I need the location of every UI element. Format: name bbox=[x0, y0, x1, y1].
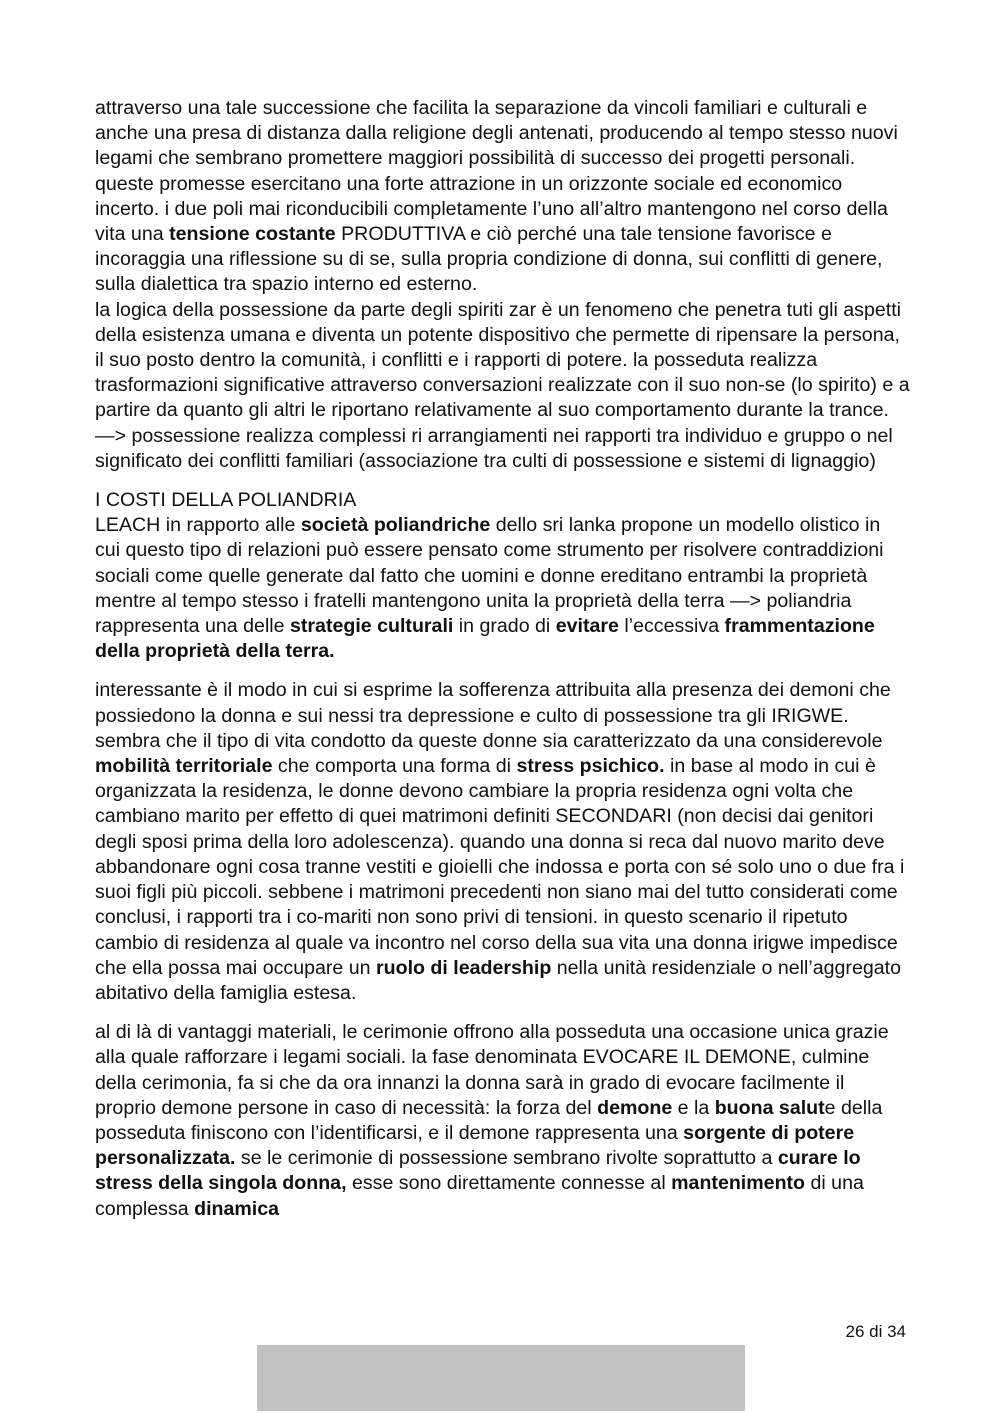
paragraph-4 bbox=[95, 678, 910, 1006]
paragraph-text: al di là di vantaggi materiali, le cerimonie offrono alla posseduta una occasione unica grazie alla quale rafforzare i legami sociali. la fase denominata EVOCARE IL DEMONE, culmine della cerimonia, fa si che da ora innanzi la donna sarà in grado di evocare facilmente il proprio demone persone in caso di necessità: la forza del bbox=[95, 1021, 889, 1119]
paragraph-text: LEACH in rapporto alle bbox=[95, 514, 301, 537]
paragraph-text: attraverso una tale successione che facilita la separazione da vincoli familiari e culturali e anche una presa di distanza dalla religione degli antenati, producendo al tempo stesso nuovi legami che sembrano promettere maggiori possibilità di successo dei progetti personali. queste promesse esercitano una forte attrazione in un orizzonte sociale ed economico incerto. i due poli mai riconducibili completamente l’uno all’altro mantengono nel corso della vita una bbox=[95, 97, 898, 246]
paragraph-text: che comporta una forma di bbox=[272, 755, 517, 778]
page-number: 26 di 34 bbox=[845, 1322, 906, 1341]
paragraph-1 bbox=[95, 96, 910, 298]
bold-text: curare lo stress della singola donna, bbox=[95, 1147, 861, 1195]
bold-text: sorgente di potere personalizzata. bbox=[95, 1121, 855, 1170]
paragraph-text: interessante è il modo in cui si esprime la sofferenza attribuita alla presenza dei demoni che possiedono la donna e sui nessi tra depressione e culto di possessione tra gli IRIGWE. sembra che il tipo di vita condotto da queste donne sia caratterizzato da una considerevole bbox=[95, 679, 891, 752]
paragraph-text: PRODUTTIVA e ciò perché una tale tensione favorisce e incoraggia una riflessione su di se, sulla propria condizione di donna, sui conflitti di genere, sulla dialettica tra spazio interno ed esterno. bbox=[95, 223, 883, 296]
footer-bar bbox=[257, 1345, 745, 1411]
bold-text: evitare bbox=[555, 615, 619, 638]
bold-text: ruolo di leadership bbox=[376, 956, 552, 979]
paragraph-text: dello sri lanka propone un modello olistico in cui questo tipo di relazioni può essere pensato come strumento per risolvere contraddizioni sociali come quelle generate dal fatto che uomini e donne ereditano entrambi la proprietà mentre al tempo stesso i fratelli mantengono unita la proprietà della terra —> poliandria rappresenta una delle bbox=[95, 514, 884, 638]
bold-text: dinamica bbox=[194, 1197, 280, 1220]
bold-text: stress psichico. bbox=[516, 755, 665, 778]
section-heading: I COSTI DELLA POLIANDRIA bbox=[95, 489, 357, 512]
paragraph-text: nella unità residenziale o nell’aggregato abitativo della famiglia estesa. bbox=[95, 956, 901, 1004]
paragraph-text: se le cerimonie di possessione sembrano rivolte soprattutto a bbox=[235, 1147, 778, 1170]
paragraph-text: l’eccessiva bbox=[618, 615, 725, 638]
paragraph-text: di una complessa bbox=[95, 1172, 864, 1220]
paragraph-text: e la bbox=[672, 1096, 715, 1119]
paragraph-text: in grado di bbox=[453, 615, 556, 638]
paragraph-text: esse sono direttamente connesse al bbox=[346, 1172, 672, 1195]
paragraph-text: e della posseduta finiscono con l’identificarsi, e il demone rappresenta una bbox=[95, 1096, 883, 1144]
document-body bbox=[95, 96, 910, 1222]
paragraph-5 bbox=[95, 1020, 910, 1222]
bold-text: mantenimento bbox=[671, 1172, 806, 1195]
bold-text: frammentazione della proprietà della terra. bbox=[95, 615, 875, 663]
paragraph-3 bbox=[95, 513, 910, 664]
bold-text: società poliandriche bbox=[300, 514, 491, 537]
bold-text: strategie culturali bbox=[290, 615, 454, 638]
paragraph-text: in base al modo in cui è organizzata la residenza, le donne devono cambiare la propria residenza ogni volta che cambiano marito per effetto di quei matrimoni definiti SECONDARI (non decisi dai genitori degli sposi prima della loro adolescenza). quando una donna si reca dal nuovo marito deve abbandonare ogni cosa tranne vestiti e gioielli che indossa e porta con sé solo uno o due fra i suoi figli più piccoli. sebbene i matrimoni precedenti non siano mai del tutto considerati come conclusi, i rapporti tra i co-mariti non sono privi di tensioni. in questo scenario il ripetuto cambio di residenza al quale va incontro nel corso della sua vita una donna irigwe impedisce che ella possa mai occupare un bbox=[95, 755, 905, 979]
bold-text: buona salut bbox=[714, 1096, 825, 1119]
paragraph-2: la logica della possessione da parte degli spiriti zar è un fenomeno che penetra tuti gli aspetti della esistenza umana e diventa un potente dispositivo che permette di ripensare la persona, il suo posto dentro la comunità, i conflitti e i rapporti di potere. la posseduta realizza trasformazioni significative attraverso conversazioni realizzate con il suo non-se (lo spirito) e a partire da quanto gli altri le riportano relativamente al suo comportamento durante la trance. —> possessione realizza complessi ri arrangiamenti nei rapporti tra individuo e gruppo o nel significato dei conflitti familiari (associazione tra culti di possessione e sistemi di lignaggio) bbox=[95, 298, 910, 472]
bold-text: mobilità territoriale bbox=[95, 755, 273, 778]
bold-text: tensione costante bbox=[169, 223, 336, 246]
bold-text: demone bbox=[597, 1096, 673, 1119]
